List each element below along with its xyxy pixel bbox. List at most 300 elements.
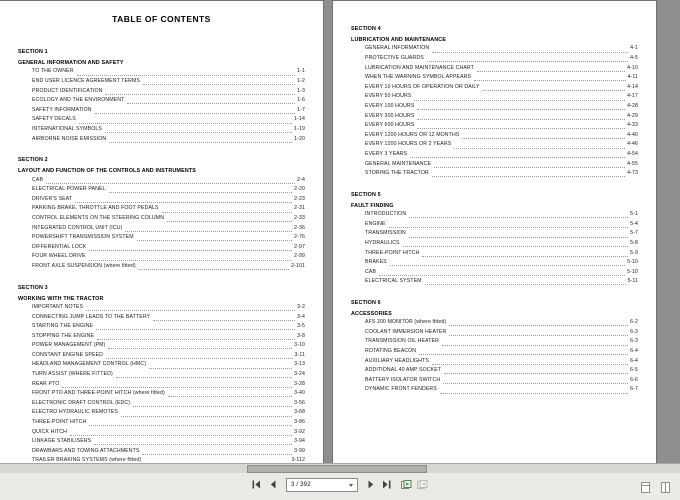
first-page-icon [252,480,263,489]
toc-entry-leader [139,268,289,270]
toc-entry-list [18,303,305,485]
toc-entry-leader [417,108,625,110]
toc-entry-page: 4-10 [627,64,638,71]
toc-entry-leader [389,226,629,228]
toc-entry-leader [168,395,292,397]
toc-entry-list [351,318,638,395]
toc-entry-page: 3-68 [294,409,305,416]
toc-entry-page: 2-36 [294,224,305,231]
toc-entry[interactable] [351,54,638,64]
toc-entry[interactable] [18,204,305,214]
toc-entry-label: CAB [32,176,44,183]
toc-entry-label: TRAILER BRAKING SYSTEMS (where fitted) [32,457,142,464]
toc-entry[interactable] [351,64,638,74]
toc-entry[interactable] [18,360,305,370]
toc-entry-page: 4-46 [627,141,638,148]
toc-entry-page: 2-20 [294,186,305,193]
first-page-button[interactable] [251,477,264,492]
document-page-left [0,0,324,468]
toc-entry-label: IMPORTANT NOTES [32,303,84,310]
toc-entry-page: 4-73 [627,170,638,177]
toc-entry-page: 3-4 [297,313,305,320]
toc-entry[interactable] [351,239,638,249]
toc-entry-label: GENERAL INFORMATION [365,45,430,52]
toc-entry-label: PRODUCT IDENTIFICATION [32,87,103,94]
toc-entry[interactable] [351,210,638,220]
toc-entry-label: PARKING BRAKE, THROTTLE AND FOOT PEDALS [32,205,159,212]
toc-entry[interactable] [18,87,305,97]
toc-section-title: WORKING WITH THE TRACTOR [18,295,104,302]
toc-entry-page: 6-3 [630,338,638,345]
toc-entry-page: 3-56 [294,399,305,406]
toc-entry-leader [89,259,293,261]
horizontal-scrollbar-thumb[interactable] [247,465,427,473]
toc-entry-leader [89,424,292,426]
toc-entry-leader [474,79,625,81]
toc-entry-leader [454,147,625,149]
toc-entry-page: 4-5 [630,55,638,61]
toc-entry-leader [79,122,292,124]
toc-entry-page: 3-2 [297,303,305,310]
toc-entry-label: CONNECTING JUMP LEADS TO THE BATTERY [32,313,151,320]
toc-entry[interactable] [351,328,638,338]
toc-section-title: ACCESSORIES [351,310,392,317]
toc-entry-label: TO THE OWNER [32,68,74,75]
toc-entry-page: 5-10 [627,268,638,275]
toc-section-title: GENERAL INFORMATION AND SAFETY [18,60,124,66]
toc-entry[interactable] [351,83,638,93]
toc-entry-label: REAR PTO [32,380,60,387]
toc-entry-label: INTEGRATED CONTROL UNIT (ICU) [32,224,123,231]
toc-entry-page: 6-6 [630,376,638,383]
toc-entry[interactable] [351,258,638,268]
toc-entry-leader [403,245,629,247]
toc-entry-leader [106,357,293,359]
toc-entry[interactable] [351,357,638,367]
toc-entry-label: BRAKES [365,259,387,266]
toc-entry-leader [417,127,625,129]
toc-entry-page: 5-8 [630,239,638,246]
toc-entry-leader [75,201,292,203]
toc-entry-page: 2-76 [294,234,305,241]
toc-entry-label: POWER MANAGEMENT (PM) [32,342,106,349]
toc-entry-leader [167,220,292,222]
previous-view-icon [401,480,412,490]
toc-entry-label: POWERSHIFT TRANSMISSION SYSTEM [32,234,134,241]
toc-entry-leader [442,344,628,346]
toc-entry-page: 4-14 [627,83,638,90]
toc-entry-leader [444,372,628,374]
toc-entry-page: 2-33 [294,214,305,221]
toc-entry-label: HYDRAULICS [365,239,400,246]
next-view-icon [417,480,428,490]
toc-entry-label: DYNAMIC FRONT FENDERS [365,386,437,393]
toc-entry-leader [379,274,625,276]
toc-entry-page: 3-5 [297,323,305,330]
toc-entry-page: 3-40 [294,390,305,397]
toc-entry-label: EVERY 3 YEARS [365,150,408,157]
layout-single-page-button[interactable] [639,480,652,495]
toc-entry[interactable] [351,112,638,122]
toc-entry[interactable] [18,322,305,332]
toc-section [351,25,638,179]
toc-entry-label: BATTERY ISOLATOR SWITCH [365,376,441,383]
toc-entry[interactable] [18,233,305,243]
toc-entry-label: DRAWBARS AND TOWING ATTACHMENTS [32,447,140,454]
toc-entry[interactable] [18,303,305,313]
toc-entry-leader [422,255,628,257]
toc-section-title: LAYOUT AND FUNCTION OF THE CONTROLS AND INSTRUMENTS [18,168,197,175]
toc-entry-label: INTERNATIONAL SYMBOLS [32,125,102,132]
toc-entry[interactable] [18,195,305,205]
toc-entry-page: 2-99 [294,253,305,260]
toc-entry[interactable] [18,380,305,390]
single-page-icon [641,482,650,493]
toc-entry[interactable] [351,140,638,150]
toc-section-title: FAULT FINDING [351,202,394,209]
toc-entry[interactable] [18,408,305,418]
toc-section-number: SECTION 6 [351,299,381,306]
toc-entry-leader [46,182,295,184]
toc-entry-leader [477,70,625,72]
toc-entry-label: STARTING THE ENGINE [32,323,94,330]
toc-entry-leader [443,382,628,384]
toc-entry[interactable] [18,106,305,116]
toc-entry-leader [449,324,628,326]
toc-entry-label: ELECTRICAL POWER PANEL [32,186,106,193]
toc-entry[interactable] [18,135,305,145]
toc-left-column [18,48,305,485]
toc-entry-label: ROTATING BEACON [365,348,417,355]
toc-entry[interactable] [351,121,638,131]
toc-entry[interactable] [18,214,305,224]
toc-entry[interactable] [18,389,305,399]
bottom-toolbar [0,472,680,500]
toc-entry-list [18,176,305,272]
toc-entry-leader [109,191,293,193]
toc-entry[interactable] [351,385,638,395]
toc-entry-label: DIFFERENTIAL LOCK [32,243,87,250]
layout-double-page-button[interactable] [659,480,672,495]
toc-entry-label: TRANSMISSION OIL HEATER [365,338,439,345]
toc-entry-page: 4-29 [627,112,638,119]
toc-entry-page: 6-5 [630,367,638,374]
toc-entry-leader [94,443,292,445]
toc-entry-leader [419,353,628,355]
toc-entry-leader [97,338,295,340]
toc-entry-leader [440,392,628,394]
toc-entry-label: COOLANT IMMERSION HEATER [365,328,447,335]
previous-page-icon [269,480,278,489]
next-page-icon [366,480,375,489]
toc-entry[interactable] [18,399,305,409]
chevron-down-icon[interactable] [349,484,353,487]
toc-section-number: SECTION 2 [18,157,48,164]
toc-entry-label: CAB [365,268,377,275]
toc-entry-leader [108,347,292,349]
toc-entry[interactable] [351,160,638,170]
toc-entry[interactable] [18,224,305,234]
toc-entry-page: 3-92 [294,428,305,435]
toc-entry-label: GENERAL MAINTENANCE [365,160,432,167]
toc-entry-page: 2-97 [294,243,305,250]
toc-entry-label: EVERY 100 HOURS [365,102,415,109]
toc-entry-leader [425,283,626,285]
toc-entry-label: CONTROL ELEMENTS ON THE STEERING COLUMN [32,214,165,221]
toc-entry-page: 1-7 [297,106,305,113]
toc-entry-label: THREE-POINT HITCH [365,249,420,256]
toc-entry[interactable] [351,102,638,112]
toc-entry-page: 5-7 [630,230,638,237]
toc-entry[interactable] [18,125,305,135]
toc-entry-label: TURN ASSIST (WHERE FITTED) [32,371,113,378]
toc-entry[interactable] [18,351,305,361]
toc-entry-label: ELECTRICAL SYSTEM [365,278,422,285]
toc-section [18,156,305,271]
horizontal-scrollbar[interactable] [0,463,680,473]
toc-entry-page: 2-101 [291,262,305,269]
toc-entry-page: 3-86 [294,419,305,426]
toc-entry-label: DRIVER'S SEAT [32,195,73,202]
toc-entry[interactable] [18,243,305,253]
toc-section-title: LUBRICATION AND MAINTENANCE [351,37,447,43]
toc-entry-label: HEADLAND MANAGEMENT CONTROL (HMC) [32,361,147,368]
toc-entry-page: 6-2 [630,319,638,326]
toc-entry-page: 3-28 [294,380,305,387]
toc-entry-label: EVERY 50 HOURS [365,93,412,100]
previous-page-button[interactable] [267,477,280,492]
toc-entry-leader [432,363,628,365]
toc-entry-leader [149,367,292,369]
toc-section-number: SECTION 4 [351,26,381,32]
toc-entry[interactable] [351,44,638,54]
toc-entry-leader [95,112,296,114]
toc-entry-leader [417,118,625,120]
toc-entry-page: 4-33 [627,122,638,129]
toc-entry[interactable] [18,176,305,186]
toc-entry-label: WHEN THE WARNING SYMBOL APPEARS [365,74,472,81]
toc-entry-leader [96,328,295,330]
toc-entry[interactable] [18,332,305,342]
toc-entry-label: ELECTRONIC DRAFT CONTROL (EDC) [32,399,131,406]
toc-entry-label: FOUR WHEEL DRIVE [32,253,86,260]
toc-entry-page: 1-20 [294,135,305,142]
toc-entry-page: 2-23 [294,195,305,202]
toc-entry-page: 4-17 [627,93,638,100]
toc-entry-label: FRONT PTO AND THREE-POINT HITCH (where fitted) [32,390,165,397]
toc-entry-leader [409,216,628,218]
toc-entry-leader [409,236,628,238]
toc-section [351,191,638,287]
toc-entry-list [351,210,638,287]
toc-entry-leader [427,60,628,62]
toc-entry-leader [109,141,292,143]
toc-entry-label: LINKAGE STABILISERS [32,438,92,445]
toc-entry-page: 4-1 [630,45,638,52]
toc-entry[interactable] [18,428,305,438]
toc-entry[interactable] [18,370,305,380]
toc-entry-label: EVERY 10 HOURS OF OPERATION OR DAILY [365,83,480,90]
toc-entry-label: CONSTANT ENGINE SPEED [32,351,103,358]
toc-entry-page: 3-10 [294,342,305,349]
toc-entry-label: STOPPING THE ENGINE [32,332,95,339]
toc-entry-label: INTRODUCTION [365,211,407,218]
toc-entry[interactable] [351,150,638,160]
toc-entry[interactable] [351,337,638,347]
toc-entry[interactable] [351,249,638,259]
toc-entry-label: LUBRICATION AND MAINTENANCE CHART [365,64,474,71]
toc-entry-leader [432,175,625,177]
toc-entry-page: 4-28 [627,102,638,109]
toc-entry[interactable] [18,418,305,428]
toc-entry[interactable] [18,115,305,125]
toc-entry-label: EVERY 1200 HOURS OR 12 MONTHS [365,131,460,138]
toc-entry-label: AFS 200 MONITOR (where fitted) [365,319,447,326]
toc-entry[interactable] [18,67,305,77]
toc-entry[interactable] [18,77,305,87]
toc-entry[interactable] [351,169,638,179]
toc-section-number: SECTION 1 [18,49,48,55]
toc-entry-label: ENGINE [365,220,386,227]
toc-entry-page: 5-10 [627,259,638,266]
toc-entry-leader [70,434,292,436]
toc-entry-leader [116,376,292,378]
toc-section [18,48,305,144]
toc-entry-leader [127,102,295,104]
toc-entry-label: EVERY 300 HOURS [365,112,415,119]
toc-entry-page: 5-11 [627,278,638,285]
toc-entry-label: PROTECTIVE GUARDS [365,55,424,61]
toc-entry[interactable] [351,347,638,357]
toc-entry-page: 6-3 [630,328,638,335]
toc-entry-leader [89,249,292,251]
toc-entry-page: 4-55 [627,160,638,167]
toc-entry[interactable] [18,96,305,106]
toc-entry-leader [105,93,295,95]
toc-entry-page: 1-3 [297,87,305,94]
toc-entry[interactable] [18,252,305,262]
toc-entry[interactable] [18,262,305,272]
toc-entry-page: 5-4 [630,220,638,227]
toc-entry[interactable] [18,313,305,323]
toc-entry-label: THREE-POINT HITCH [32,419,87,426]
toc-section-number: SECTION 3 [18,284,48,291]
toc-entry-label: SAFETY DECALS [32,116,76,123]
toc-entry-page: 4-11 [627,74,638,81]
toc-entry[interactable] [351,277,638,287]
toc-entry[interactable] [18,341,305,351]
toc-entry-leader [462,137,625,139]
toc-entry-label: STORING THE TRACTOR [365,170,429,177]
toc-entry-page: 3-112 [291,457,305,464]
toc-entry-page: 1-19 [294,125,305,132]
toc-entry-leader [133,405,292,407]
toc-entry-page: 4-40 [627,131,638,138]
toc-right-column [351,25,638,395]
toc-entry-page: 6-4 [630,348,638,355]
toc-entry-label: EVERY 1200 HOURS OR 2 YEARS [365,141,452,148]
page-number-value: 3 / 392 [291,481,311,488]
toc-entry-page: 3-99 [294,447,305,454]
toc-entry-leader [414,99,625,101]
toc-entry-page: 3-13 [294,361,305,368]
document-page-right [332,0,657,468]
toc-entry-page: 5-9 [630,249,638,256]
toc-entry-label: TRANSMISSION [365,230,406,237]
toc-entry[interactable] [18,447,305,457]
last-page-button[interactable] [380,477,393,492]
toc-entry-label: AUXILIARY HEADLIGHTS [365,357,429,364]
toc-entry-leader [449,334,628,336]
toc-entry[interactable] [351,376,638,386]
toc-entry-label: ECOLOGY AND THE ENVIRONMENT [32,97,125,104]
toc-entry-leader [137,239,292,241]
toc-entry-label: SAFETY INFORMATION [32,106,92,113]
toc-entry-page: 3-24 [294,371,305,378]
next-view-button[interactable] [416,477,429,492]
toc-entry-page: 2-4 [297,176,305,183]
toc-entry-leader [105,131,292,133]
toc-entry-leader [125,230,292,232]
toc-entry[interactable] [351,220,638,230]
toc-entry-label: AIRBORNE NOISE EMISSION [32,135,107,142]
toc-entry[interactable] [351,268,638,278]
toc-entry-page: 1-1 [297,68,305,75]
toc-entry[interactable] [351,131,638,141]
page-number-combobox[interactable] [286,478,358,492]
toc-entry-label: ADDITIONAL 40 AMP SOCKET [365,367,442,374]
toc-entry[interactable] [351,366,638,376]
toc-entry-label: EVERY 600 HOURS [365,122,415,129]
toc-entry-leader [143,83,295,85]
toc-entry-label: QUICK HITCH [32,428,68,435]
toc-section [351,299,638,395]
next-page-button[interactable] [364,477,377,492]
toc-entry-leader [86,309,295,311]
toc-entry-label: ELECTRO HYDRAULIC REMOTES [32,409,119,416]
toc-entry-leader [77,74,296,76]
page-title: TABLE OF CONTENTS [112,14,211,24]
toc-entry-leader [390,264,625,266]
toc-entry-leader [153,319,295,321]
toc-entry-leader [483,89,625,91]
toc-entry[interactable] [18,437,305,447]
toc-section-number: SECTION 5 [351,191,381,198]
toc-entry[interactable] [351,92,638,102]
toc-entry-page: 6-7 [630,386,638,393]
toc-entry-page: 6-4 [630,357,638,364]
toc-entry-leader [121,415,292,417]
toc-entry-label: END USER LICENCE AGREEMENT TERMS [32,78,140,84]
double-page-icon [661,482,670,493]
toc-entry-leader [434,166,625,168]
toc-entry-list [18,67,305,144]
toc-entry-page: 2-31 [294,205,305,212]
toc-entry[interactable] [351,73,638,83]
toc-entry-page: 5-1 [630,211,638,218]
toc-entry[interactable] [351,229,638,239]
toc-entry-leader [62,386,292,388]
toc-entry[interactable] [351,318,638,328]
toc-entry[interactable] [18,185,305,195]
toc-entry-page: 3-11 [294,351,305,358]
toc-entry-label: FRONT AXLE SUSPENSION (where fitted) [32,262,136,269]
toc-section [18,284,305,486]
toc-entry-page: 1-6 [297,97,305,104]
toc-entry-leader [142,453,292,455]
toc-entry-page: 4-54 [627,150,638,157]
previous-view-button[interactable] [400,477,413,492]
